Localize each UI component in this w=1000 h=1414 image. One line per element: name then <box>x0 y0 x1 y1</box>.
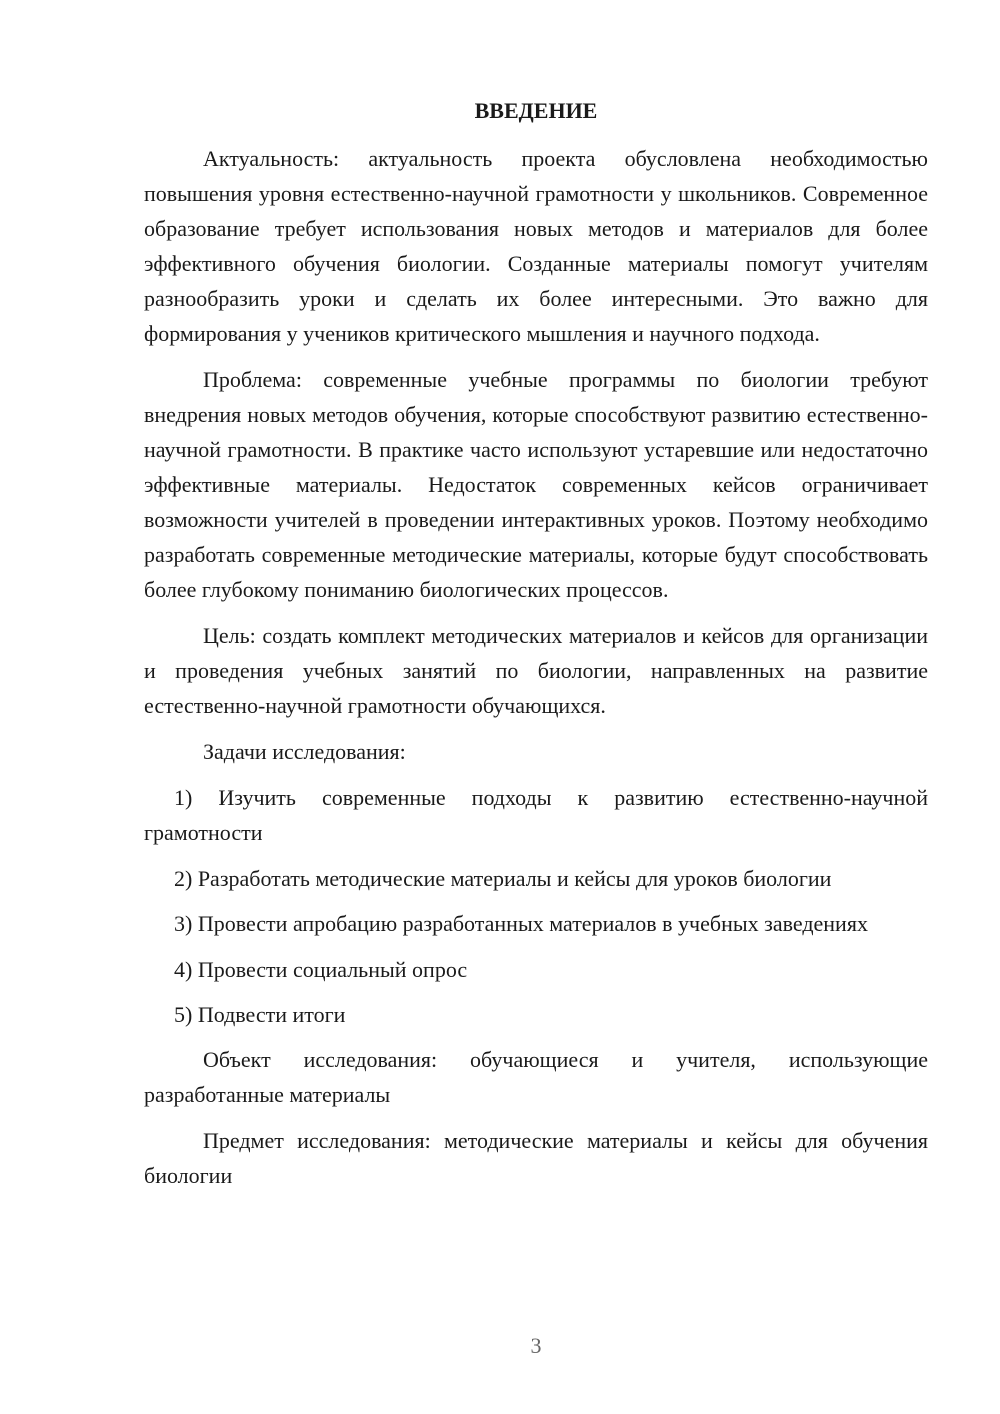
task-item-5: 5) Подвести итоги <box>174 1002 346 1027</box>
task-item-2: 2) Разработать методические материалы и кейсы для уроков биологии <box>174 866 832 891</box>
object-paragraph: Объект исследования: обучающиеся и учителя, использующие разработанные материалы <box>144 1047 928 1107</box>
problem-paragraph: Проблема: современные учебные программы по биологии требуют внедрения новых методов обучения, которые способствуют развитию естественно-научной грамотности. В практике часто используют устаревшие или недостаточно эффективные материалы. Недостаток современных кейсов ограничивает возможности учителей в проведении интерактивных уроков. Поэтому необходимо разработать современные методические материалы, которые будут способствовать более глубокому пониманию биологических процессов. <box>144 367 928 602</box>
page-title: ВВЕДЕНИЕ <box>474 98 598 123</box>
page-content <box>144 96 928 1204</box>
task-item-3: 3) Провести апробацию разработанных материалов в учебных заведениях <box>174 911 868 936</box>
subject-paragraph: Предмет исследования: методические материалы и кейсы для обучения биологии <box>144 1128 928 1188</box>
page-number: 3 <box>530 1333 542 1358</box>
task-item-1: 1) Изучить современные подходы к развитию естественно-научной грамотности <box>144 785 928 845</box>
tasks-heading: Задачи исследования: <box>203 739 406 764</box>
goal-paragraph: Цель: создать комплект методических материалов и кейсов для организации и проведения учебных занятий по биологии, направленных на развитие естественно-научной грамотности обучающихся. <box>144 623 928 718</box>
relevance-paragraph: Актуальность: актуальность проекта обусловлена необходимостью повышения уровня естественно-научной грамотности у школьников. Современное образование требует использования новых методов и материалов для более эффективного обучения биологии. Созданные материалы помогут учителям разнообразить уроки и сделать их более интересными. Это важно для формирования у учеников критического мышления и научного подхода. <box>144 146 928 346</box>
task-item-4: 4) Провести социальный опрос <box>174 957 468 982</box>
